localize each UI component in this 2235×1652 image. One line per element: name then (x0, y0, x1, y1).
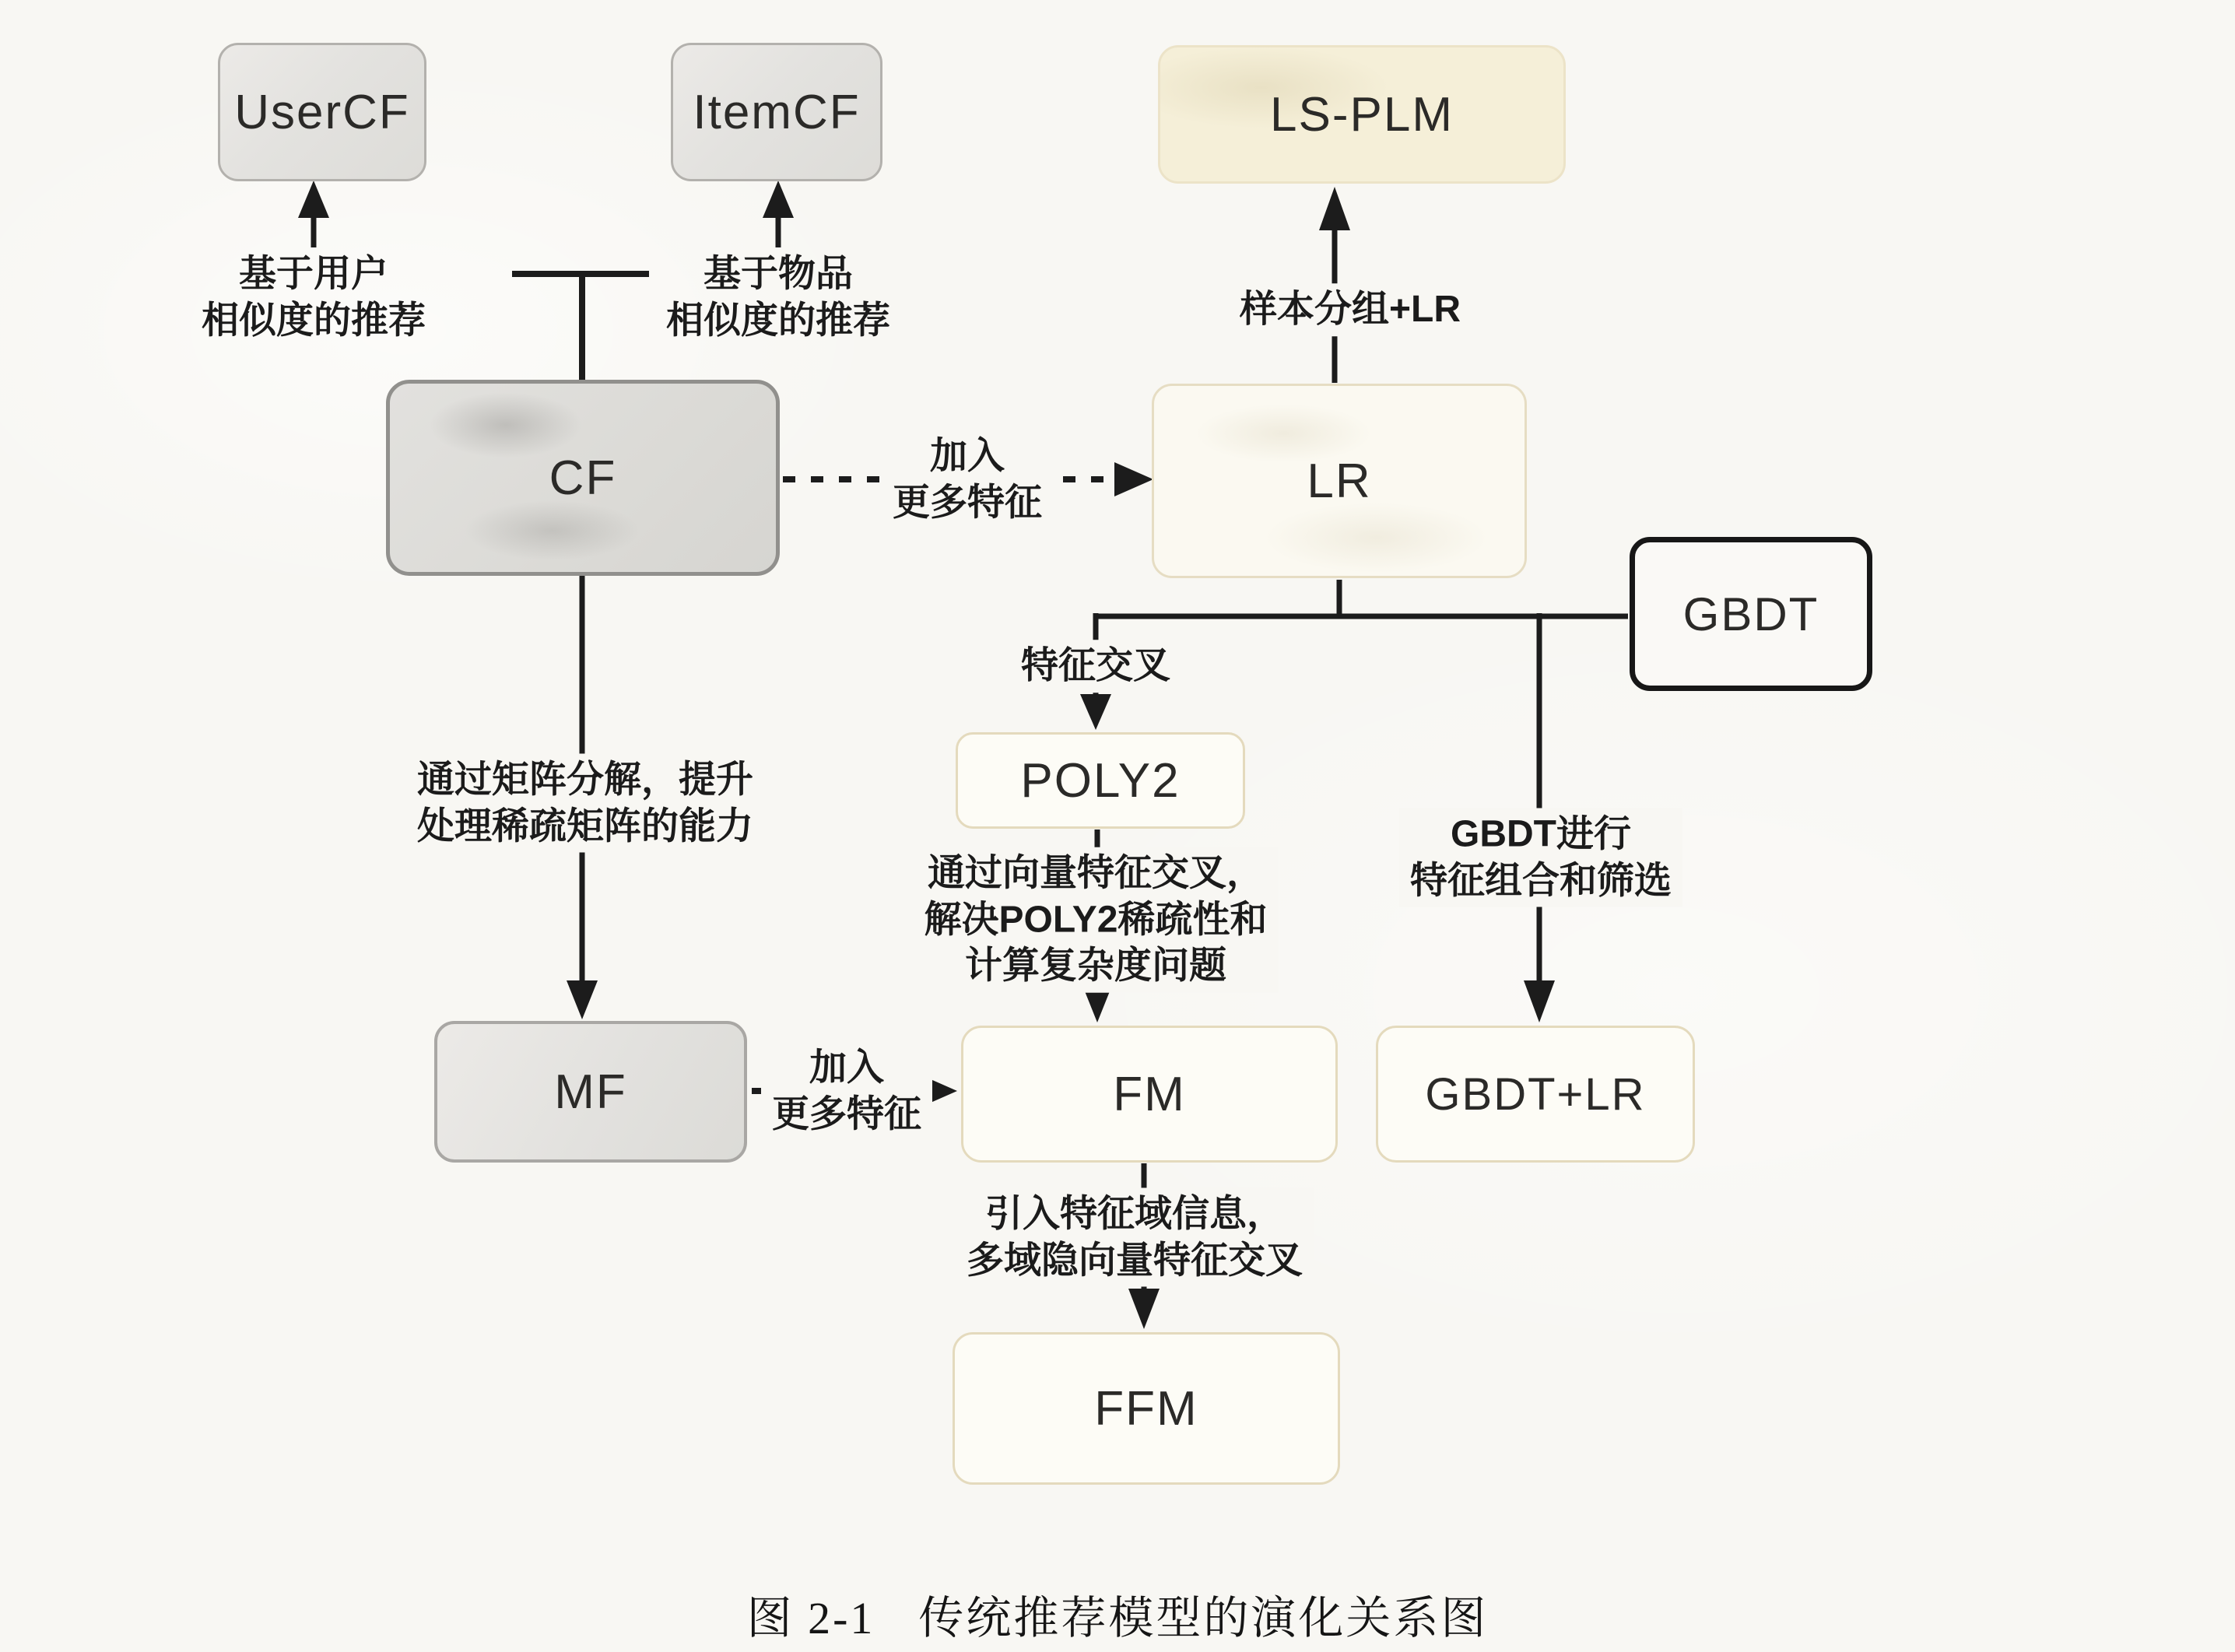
edge-junction-poly2-arrowhead (1080, 694, 1111, 730)
node-usercf (218, 43, 426, 181)
figure-caption (747, 1581, 1489, 1647)
edge-label-fm-ffm-line2: 多域隐向量特征交叉 (966, 1240, 1303, 1281)
edge-label-gbdt-gbdtlr (1399, 808, 1682, 907)
node-gbdtlr-label: GBDT+LR (1425, 1068, 1646, 1120)
node-cf-label: CF (549, 451, 617, 505)
figure-caption-number: 图 2-1 (746, 1593, 875, 1643)
edge-label-lr-poly2-line1: 特征交叉 (1020, 645, 1171, 687)
node-fm-label: FM (1113, 1067, 1186, 1121)
edge-label-gbdt-gbdtlr-line1: GBDT进行 (1450, 813, 1631, 855)
figure-caption-title: 传统推荐模型的演化关系图 (918, 1593, 1489, 1643)
node-itemcf (671, 43, 882, 181)
edge-label-lr-poly2 (1010, 640, 1181, 693)
edge-label-cf-lr (882, 430, 1053, 528)
node-usercf-label: UserCF (234, 85, 410, 139)
edge-label-gbdt-gbdtlr-line2: 特征组合和筛选 (1409, 860, 1672, 901)
edge-usercf-arrowhead (298, 181, 329, 218)
edge-label-poly2-fm-line1: 通过向量特征交叉， (927, 852, 1265, 894)
edge-cf-mf-arrowhead (567, 980, 598, 1019)
edge-label-cf-usercf-line2: 相似度的推荐 (201, 300, 426, 341)
node-poly2 (956, 732, 1245, 829)
node-itemcf-label: ItemCF (693, 85, 861, 139)
node-poly2-label: POLY2 (1020, 753, 1181, 808)
node-lsplm-label: LS-PLM (1270, 87, 1454, 142)
edge-label-poly2-fm-line2: 解决POLY2稀疏性和 (924, 899, 1268, 941)
node-ffm-label: FFM (1094, 1381, 1198, 1436)
node-lsplm (1158, 45, 1566, 184)
node-gbdt (1630, 537, 1872, 691)
edge-itemcf-arrowhead (763, 181, 794, 218)
edge-label-cf-usercf (191, 247, 437, 346)
edge-label-lr-lsplm (1229, 283, 1472, 336)
edge-label-cf-lr-line1: 加入 (929, 435, 1005, 477)
node-fm (961, 1026, 1338, 1163)
edge-label-poly2-fm-line3: 计算复杂度问题 (964, 945, 1227, 987)
node-cf (386, 380, 780, 576)
edge-junction-gbdtlr-arrowhead (1524, 980, 1555, 1022)
edge-label-mf-fm-line1: 加入 (809, 1047, 885, 1089)
edge-label-mf-fm (761, 1041, 932, 1140)
edge-label-lr-lsplm-line1: 样本分组+LR (1239, 289, 1461, 331)
node-lr (1152, 384, 1527, 578)
node-ffm (953, 1332, 1340, 1485)
edge-label-poly2-fm (914, 847, 1279, 993)
edge-label-cf-lr-line2: 更多特征 (892, 482, 1043, 523)
edge-fm-ffm-arrowhead (1128, 1289, 1160, 1329)
edge-label-fm-ffm-line1: 引入特征域信息， (984, 1193, 1285, 1235)
edge-label-cf-itemcf (655, 247, 901, 346)
edge-label-cf-mf-line1: 通过矩阵分解，提升 (416, 759, 754, 801)
edge-label-mf-fm-line2: 更多特征 (771, 1093, 922, 1135)
edge-label-cf-usercf-line1: 基于用户 (238, 253, 389, 295)
node-lr-label: LR (1307, 454, 1372, 508)
edge-label-cf-mf-line2: 处理稀疏矩阵的能力 (416, 805, 754, 847)
node-gbdtlr (1376, 1026, 1695, 1163)
edge-label-cf-mf (406, 753, 764, 852)
node-gbdt-label: GBDT (1682, 587, 1819, 640)
edge-lr-lsplm-arrowhead (1319, 187, 1350, 230)
edge-label-cf-itemcf-line1: 基于物品 (703, 253, 854, 295)
edge-label-cf-itemcf-line2: 相似度的推荐 (665, 300, 891, 341)
edge-label-fm-ffm (956, 1187, 1314, 1286)
node-mf-label: MF (554, 1065, 627, 1119)
edge-cf-lr-arrowhead (1114, 462, 1153, 496)
node-mf (434, 1021, 747, 1163)
